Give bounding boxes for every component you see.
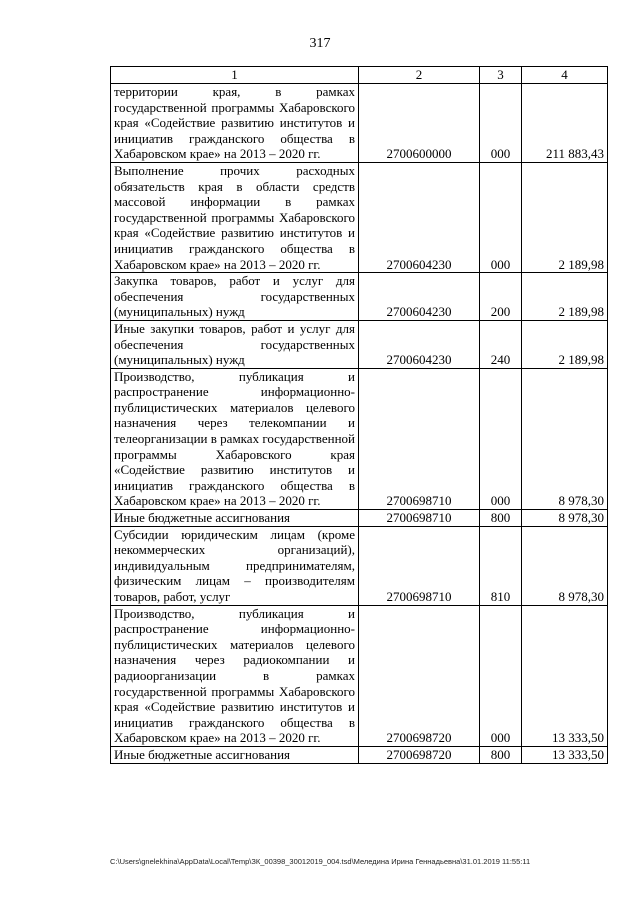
row-expense-type: 000 bbox=[480, 368, 522, 509]
row-target-code: 2700698720 bbox=[359, 746, 480, 763]
header-col-4: 4 bbox=[522, 67, 608, 84]
row-target-code: 2700604230 bbox=[359, 320, 480, 368]
row-sum: 211 883,43 bbox=[522, 84, 608, 163]
table-row bbox=[111, 510, 608, 527]
row-sum: 8 978,30 bbox=[522, 368, 608, 509]
table-header-row bbox=[111, 67, 608, 84]
row-name: Закупка товаров, работ и услуг для обеспечения государственных (муниципальных) нужд bbox=[111, 273, 359, 321]
table-row bbox=[111, 368, 608, 509]
row-expense-type: 800 bbox=[480, 746, 522, 763]
row-name: Иные бюджетные ассигнования bbox=[111, 746, 359, 763]
file-path-footer: C:\Users\gnelekhina\AppData\Local\Temp\ЗК_00398_30012019_004.tsd\Меледина Ирина Геннадьевна\31.01.2019 11:55:11 bbox=[110, 857, 531, 866]
row-name: Выполнение прочих расходных обязательств края в области средств массовой информации в рамках государственной программы Хабаровского края «Содействие развитию институтов и инициатив гражданского общества в Хабаровском крае» на 2013 – 2020 гг. bbox=[111, 162, 359, 272]
row-target-code: 2700698710 bbox=[359, 368, 480, 509]
row-target-code: 2700698720 bbox=[359, 605, 480, 746]
header-col-3: 3 bbox=[480, 67, 522, 84]
row-name: Иные закупки товаров, работ и услуг для обеспечения государственных (муниципальных) нужд bbox=[111, 320, 359, 368]
row-name: Субсидии юридическим лицам (кроме некоммерческих организаций), индивидуальным предпринимателям, физическим лицам – производителям товаров, работ, услуг bbox=[111, 526, 359, 605]
table-row bbox=[111, 526, 608, 605]
table-row bbox=[111, 273, 608, 321]
row-target-code: 2700698710 bbox=[359, 510, 480, 527]
row-sum: 2 189,98 bbox=[522, 320, 608, 368]
budget-table bbox=[110, 66, 608, 764]
table-row bbox=[111, 320, 608, 368]
table-row bbox=[111, 84, 608, 163]
row-sum: 13 333,50 bbox=[522, 746, 608, 763]
row-expense-type: 200 bbox=[480, 273, 522, 321]
row-expense-type: 000 bbox=[480, 84, 522, 163]
header-col-2: 2 bbox=[359, 67, 480, 84]
row-expense-type: 810 bbox=[480, 526, 522, 605]
row-target-code: 2700604230 bbox=[359, 273, 480, 321]
row-target-code: 2700600000 bbox=[359, 84, 480, 163]
table-row bbox=[111, 605, 608, 746]
row-name: Производство, публикация и распространение информационно-публицистических материалов целевого назначения через телекомпании и телеорганизации в рамках государственной программы Хабаровского края «Содействие развитию институтов и инициатив гражданского общества в Хабаровском крае» на 2013 – 2020 гг. bbox=[111, 368, 359, 509]
row-target-code: 2700698710 bbox=[359, 526, 480, 605]
row-name: территории края, в рамках государственной программы Хабаровского края «Содействие развитию институтов и инициатив гражданского общества в Хабаровском крае» на 2013 – 2020 гг. bbox=[111, 84, 359, 163]
row-sum: 8 978,30 bbox=[522, 526, 608, 605]
row-target-code: 2700604230 bbox=[359, 162, 480, 272]
row-name: Производство, публикация и распространение информационно-публицистических материалов целевого назначения через радиокомпании и радиоорганизации в рамках государственной программы Хабаровского края «Содействие развитию институтов и инициатив гражданского общества в Хабаровском крае» на 2013 – 2020 гг. bbox=[111, 605, 359, 746]
row-expense-type: 800 bbox=[480, 510, 522, 527]
row-expense-type: 000 bbox=[480, 605, 522, 746]
row-name: Иные бюджетные ассигнования bbox=[111, 510, 359, 527]
table-row bbox=[111, 746, 608, 763]
header-col-1: 1 bbox=[111, 67, 359, 84]
row-sum: 2 189,98 bbox=[522, 162, 608, 272]
row-sum: 13 333,50 bbox=[522, 605, 608, 746]
row-sum: 2 189,98 bbox=[522, 273, 608, 321]
row-expense-type: 000 bbox=[480, 162, 522, 272]
row-sum: 8 978,30 bbox=[522, 510, 608, 527]
page-number: 317 bbox=[309, 36, 331, 51]
table-row bbox=[111, 162, 608, 272]
row-expense-type: 240 bbox=[480, 320, 522, 368]
